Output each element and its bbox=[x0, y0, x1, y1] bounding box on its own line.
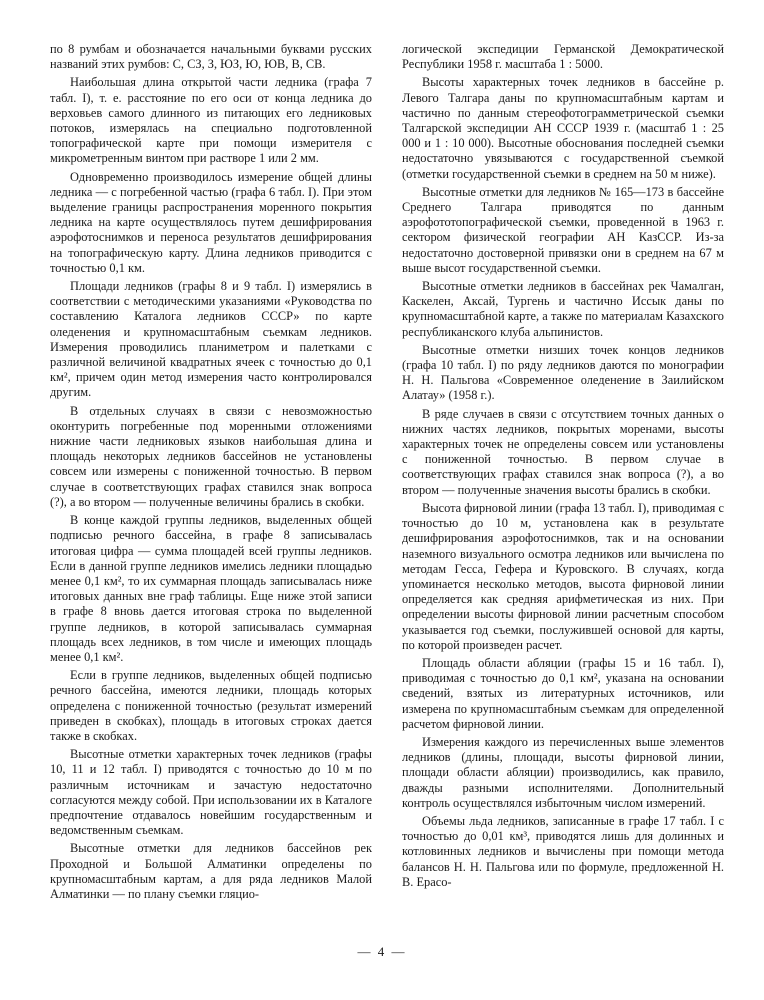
paragraph: Высотные отметки для ледников № 165—173 в бассейне Среднего Талгара приводятся по данным аэрофототопографической съемки, проведенной в 1963 г. сектором физической географии АН КазССР. Из-за недостаточно достоверной привязки они в среднем на 67 м выше высот государственной съемки. bbox=[402, 184, 724, 275]
paragraph: В отдельных случаях в связи с невозможностью оконтурить погребенные под моренными отложениями нижние части ледниковых языков наибольшая длина и площадь некоторых ледников бассейнов не установлены совсем или измерены с пониженной точностью. В первом случае в соответствующих графах ставился знак вопроса (?), а во втором — полученные величины брались в скобки. bbox=[50, 403, 372, 509]
paragraph: Высота фирновой линии (графа 13 табл. I), приводимая с точностью до 10 м, установлена как в результате дешифрирования аэрофотоснимков, так и на основании наземного визуального осмотра ледников или вычислена по методам Гесса, Гефера и Куровского. В случаях, когда упоминается несколько методов, высота фирновой линии определяется как средняя арифметическая из них. При определении высоты фирновой линии расчетным способом указывается год съемки, послужившей основой для карты, по которой произведен расчет. bbox=[402, 500, 724, 652]
paragraph: Одновременно производилось измерение общей длины ледника — с погребенной частью (графа 6 табл. I). При этом выделение границы распространения моренного покрытия ледника на карте осуществлялось путем дешифрирования аэрофотоснимков и переноса результатов дешифрирования на топографическую карту. Длина ледников приводится с точностью 0,1 км. bbox=[50, 169, 372, 275]
paragraph: Высотные отметки ледников в бассейнах рек Чамалган, Каскелен, Аксай, Тургень и частично Иссык даны по крупномасштабной карте, а также по материалам Казахского республиканского клуба альпинистов. bbox=[402, 279, 724, 339]
right-column bbox=[402, 42, 724, 893]
paragraph: Объемы льда ледников, записанные в графе 17 табл. I с точностью до 0,01 км³, приводятся лишь для долинных и котловинных ледников и вычислены при помощи метода балансов Н. Н. Пальгова или по формуле, предложенной Н. В. Ерасо- bbox=[402, 813, 724, 889]
paragraph: Высотные отметки для ледников бассейнов рек Проходной и Большой Алматинки определены по крупномасштабным картам, а для ряда ледников Малой Алматинки — по плану съемки гляцио- bbox=[50, 841, 372, 901]
document-page bbox=[50, 42, 724, 942]
paragraph: по 8 румбам и обозначается начальными буквами русских названий этих румбов: С, СЗ, З, ЮЗ, Ю, ЮВ, В, СВ. bbox=[50, 42, 372, 72]
paragraph: Площади ледников (графы 8 и 9 табл. I) измерялись в соответствии с методическими указаниями «Руководства по составлению Каталога ледников СССР» по карте оледенения и крупномасштабным съемкам ледников. Измерения проводились планиметром и палетками с различной величиной квадратных ячеек с точностью до 0,1 км², причем один метод измерения часто контролировался другим. bbox=[50, 279, 372, 400]
paragraph: Измерения каждого из перечисленных выше элементов ледников (длины, площади, высоты фирновой линии, площади области абляции) производились, как правило, дважды разными исполнителями. Дополнительный контроль осуществлялся избыточным числом измерений. bbox=[402, 734, 724, 810]
paragraph: Площадь области абляции (графы 15 и 16 табл. I), приводимая с точностью до 0,1 км², указана на основании сведений, взятых из литературных источников, или измерена по крупномасштабным съемкам для определенной расчетом фирновой линии. bbox=[402, 655, 724, 731]
paragraph: Высотные отметки характерных точек ледников (графы 10, 11 и 12 табл. I) приводятся с точностью до 10 м по различным источникам и зачастую недостаточно согласуются между собой. При использовании их в Каталоге предпочтение отдавалось новейшим государственным и ведомственным съемкам. bbox=[50, 747, 372, 838]
paragraph: Если в группе ледников, выделенных общей подписью речного бассейна, имеются ледники, площадь которых определена с пониженной точностью (результат измерений приведен в скобках), площадь в итоговых строках дается также в скобках. bbox=[50, 668, 372, 743]
paragraph: Высоты характерных точек ледников в бассейне р. Левого Талгара даны по крупномасштабным картам и частично по данным стереофотограмметрической съемки Талгарской экспедиции АН СССР 1939 г. (масштаб 1 : 25 000 и 1 : 10 000). Высотные обоснования последней съемки недостаточно увязываются с государственной съемкой (отметки государственной съемки в среднем на 50 м ниже). bbox=[402, 75, 724, 181]
paragraph: Наибольшая длина открытой части ледника (графа 7 табл. I), т. е. расстояние по его оси от конца ледника до верховьев самого длинного из питающих его ледниковых потоков, измерялась на специально подготовленной топографической карте при помощи измерителя с микрометренным винтом при растворе 1 или 2 мм. bbox=[50, 75, 372, 166]
paragraph: Высотные отметки низших точек концов ледников (графа 10 табл. I) по ряду ледников даются по монографии Н. Н. Пальгова «Современное оледенение в Заилийском Алатау» (1958 г.). bbox=[402, 342, 724, 403]
left-column bbox=[50, 42, 372, 905]
paragraph: В ряде случаев в связи с отсутствием точных данных о нижних частях ледников, покрытых моренами, высоты характерных точек не определены совсем или установлены с пониженной точностью. В первом случае в соответствующих графах ставился знак вопроса (?), а во втором — полученные значения высоты брались в скобки. bbox=[402, 406, 724, 497]
paragraph: В конце каждой группы ледников, выделенных общей подписью речного бассейна, в графе 8 записывалась итоговая цифра — сумма площадей всей группы ледников. Если в данной группе ледников имелись ледники площадью менее 0,1 км², то их суммарная площадь записывалась ниже итоговых данных вне граф таблицы. Еще ниже этой записи в графе 8 вновь дается итоговая строка по выделенной группе ледников, в которой записывалась суммарная площадь всех ледников, в том числе и имеющих площадь менее 0,1 км². bbox=[50, 513, 372, 664]
paragraph: логической экспедиции Германской Демократической Республики 1958 г. масштаба 1 : 5000. bbox=[402, 42, 724, 72]
page-number: — 4 — bbox=[357, 944, 407, 959]
